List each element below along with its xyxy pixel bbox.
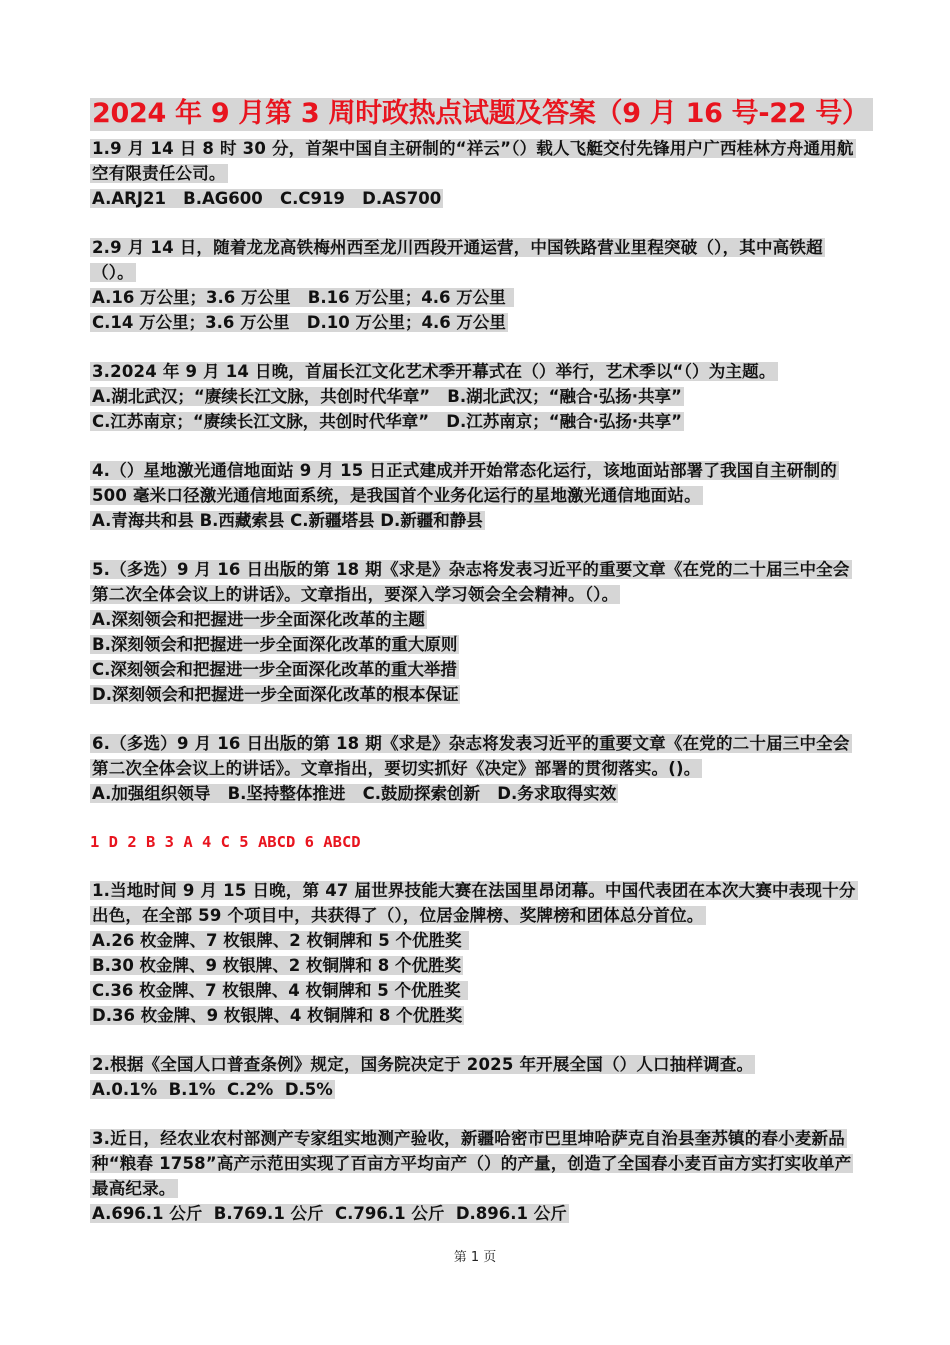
answer-options: A.深刻领会和把握进一步全面深化改革的主题: [92, 610, 425, 629]
answer-options: A.26 枚金牌、7 枚银牌、2 枚铜牌和 5 个优胜奖: [92, 931, 468, 950]
answer-key: 1 D 2 B 3 A 4 C 5 ABCD 6 ABCD: [90, 833, 361, 851]
question-block: [90, 1052, 862, 1102]
question-stem: 4.（）星地激光通信地面站 9 月 15 日正式建成并开始常态化运行，该地面站部署了我国自主研制的 500 毫米口径激光通信地面系统，是我国首个业务化运行的星地激光通信地面站。: [92, 461, 837, 505]
question-stem: 6.（多选）9 月 16 日出版的第 18 期《求是》杂志将发表习近平的重要文章《在党的二十届三中全会第二次全体会议上的讲话》。文章指出，要切实抓好《决定》部署的贯彻落实。()。: [92, 734, 850, 778]
answer-options: D.36 枚金牌、9 枚银牌、4 枚铜牌和 8 个优胜奖: [92, 1006, 463, 1025]
question-block: [90, 1126, 862, 1226]
question-block: [90, 878, 862, 1028]
question-section-1: [90, 136, 862, 806]
question-stem: 1.当地时间 9 月 15 日晚，第 47 届世界技能大赛在法国里昂闭幕。中国代表团在本次大赛中表现十分出色，在全部 59 个项目中，共获得了（），位居金牌榜、奖牌榜和团体总分首位。: [92, 881, 856, 925]
question-block: [90, 359, 862, 434]
answer-options: A.加强组织领导 B.坚持整体推进 C.鼓励探索创新 D.务求取得实效: [92, 784, 617, 803]
question-stem: 1.9 月 14 日 8 时 30 分，首架中国自主研制的“祥云”（）载人飞艇交付先锋用户广西桂林方舟通用航空有限责任公司。: [92, 139, 854, 183]
answer-options: B.30 枚金牌、9 枚银牌、2 枚铜牌和 8 个优胜奖: [92, 956, 461, 975]
document-title: 2024 年 9 月第 3 周时政热点试题及答案（9 月 16 号-22 号）: [90, 96, 862, 132]
document-page: [90, 96, 869, 1250]
answer-options: D.深刻领会和把握进一步全面深化改革的根本保证: [92, 685, 459, 704]
question-block: [90, 136, 862, 211]
question-stem: 2.根据《全国人口普查条例》规定，国务院决定于 2025 年开展全国（）人口抽样调查。: [92, 1055, 754, 1074]
answer-options: A.ARJ21 B.AG600 C.C919 D.AS700: [92, 189, 442, 208]
answer-options: C.36 枚金牌、7 枚银牌、4 枚铜牌和 5 个优胜奖: [92, 981, 467, 1000]
answer-options: A.青海共和县 B.西藏索县 C.新疆塔县 D.新疆和静县: [92, 511, 483, 530]
answer-options: A.696.1 公斤 B.769.1 公斤 C.796.1 公斤 D.896.1 公斤: [92, 1204, 567, 1223]
question-block: [90, 557, 862, 707]
question-block: [90, 235, 862, 335]
answer-options: A.16 万公里；3.6 万公里 B.16 万公里；4.6 万公里: [92, 288, 512, 307]
question-stem: 2.9 月 14 日，随着龙龙高铁梅州西至龙川西段开通运营，中国铁路营业里程突破（），其中高铁超（）。: [92, 238, 823, 282]
question-stem: 3.2024 年 9 月 14 日晚，首届长江文化艺术季开幕式在（）举行，艺术季以“（）为主题。: [92, 362, 776, 381]
page-number: 第 1 页: [453, 1250, 497, 1265]
answer-options: B.深刻领会和把握进一步全面深化改革的重大原则: [92, 635, 458, 654]
question-section-2: [90, 878, 862, 1226]
question-stem: 5.（多选）9 月 16 日出版的第 18 期《求是》杂志将发表习近平的重要文章《在党的二十届三中全会第二次全体会议上的讲话》。文章指出，要深入学习领会全会精神。（）。: [92, 560, 850, 604]
answer-options: A.0.1% B.1% C.2% D.5%: [92, 1080, 333, 1099]
answer-options: C.江苏南京；“赓续长江文脉，共创时代华章” D.江苏南京；“融合·弘扬·共享”: [92, 412, 682, 431]
question-block: [90, 458, 862, 533]
answer-options: C.14 万公里；3.6 万公里 D.10 万公里；4.6 万公里: [92, 313, 506, 332]
question-stem: 3.近日，经农业农村部测产专家组实地测产验收，新疆哈密市巴里坤哈萨克自治县奎苏镇的春小麦新品种“粮春 1758”高产示范田实现了百亩方平均亩产（）的产量，创造了全国春小麦百亩方实打实收单产最高纪录。: [92, 1129, 852, 1198]
question-block: [90, 731, 862, 806]
answer-options: A.湖北武汉；“赓续长江文脉，共创时代华章” B.湖北武汉；“融合·弘扬·共享”: [92, 387, 682, 406]
answer-options: C.深刻领会和把握进一步全面深化改革的重大举措: [92, 660, 457, 679]
